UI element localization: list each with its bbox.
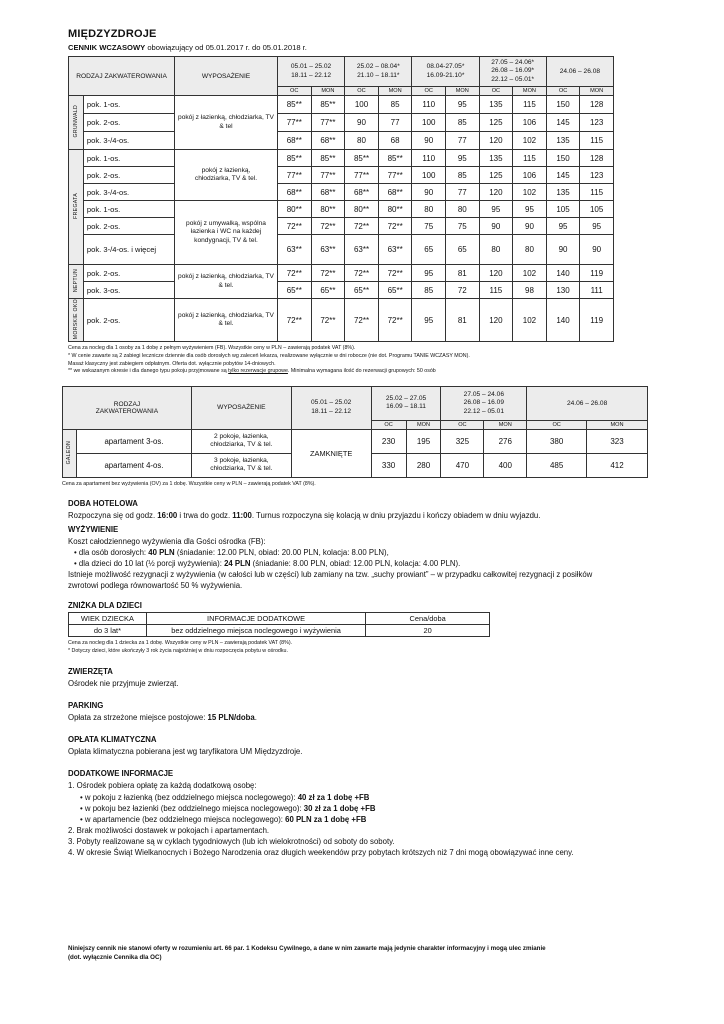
price-cell: 98 xyxy=(513,282,547,299)
price-cell: 77** xyxy=(345,167,379,184)
price-table-notes xyxy=(68,345,658,376)
price-cell: 150 xyxy=(546,150,580,167)
price-cell: 323 xyxy=(587,429,648,453)
price-cell: 68** xyxy=(277,132,311,150)
header-price-per-day: Cena/doba xyxy=(366,612,490,624)
price-cell: 77** xyxy=(311,114,345,132)
oc-header: OC xyxy=(546,87,580,96)
price-cell: 72** xyxy=(277,265,311,282)
table-row xyxy=(69,150,614,167)
header-additional-info: INFORMACJE DODATKOWE xyxy=(146,612,365,624)
price-cell: 123 xyxy=(580,114,614,132)
price-cell: 115 xyxy=(513,150,547,167)
table-row xyxy=(69,218,614,235)
price-cell: 68** xyxy=(277,184,311,201)
period-header: 08.04-27.05* 16.09-21.10* xyxy=(412,57,479,87)
child-discount-table xyxy=(68,612,490,637)
price-cell: 325 xyxy=(441,429,484,453)
apartment-table-note: Cena za apartament bez wyżywienia (OV) za 1 dobę. Wszystkie ceny w PLN – zawierają podatek VAT (8%). xyxy=(62,480,316,487)
price-cell: 77 xyxy=(378,114,412,132)
price-cell: 230 xyxy=(371,429,406,453)
price-cell: 85** xyxy=(311,150,345,167)
room-type: pok. 1-os. xyxy=(83,150,174,167)
price-cell: 80** xyxy=(277,201,311,218)
price-cell: 80 xyxy=(345,132,379,150)
price-cell: 102 xyxy=(513,132,547,150)
equipment-cell: 2 pokoje, łazienka, chłodziarka, TV & tel. xyxy=(191,429,291,453)
price-cell: 145 xyxy=(546,167,580,184)
apartment-row xyxy=(63,429,648,453)
price-cell: 120 xyxy=(479,132,513,150)
period-header: 05.01 – 25.02 18.11 – 22.12 xyxy=(277,57,344,87)
room-type: pok. 3-/4-os. i więcej xyxy=(83,235,174,265)
price-cell: 115 xyxy=(580,132,614,150)
subtitle-rest: obowiązujący od 05.01.2017 r. do 05.01.2018 r. xyxy=(145,43,307,52)
price-cell: 65 xyxy=(446,235,480,265)
period-header: 24.06 – 26.08 xyxy=(546,57,613,87)
room-type: pok. 3-/4-os. xyxy=(83,132,174,150)
section-heading: PARKING xyxy=(68,701,104,711)
period-header: 05.01 – 25.02 18.11 – 22.12 xyxy=(291,386,371,429)
price-cell: 63** xyxy=(378,235,412,265)
price-cell: 68** xyxy=(378,184,412,201)
price-cell: 115 xyxy=(580,184,614,201)
price-cell: 75 xyxy=(412,218,446,235)
section-heading: WYŻYWIENIE xyxy=(68,524,119,534)
price-cell: 65 xyxy=(412,235,446,265)
price-cell: 90 xyxy=(513,218,547,235)
price-cell: 90 xyxy=(580,235,614,265)
header-equipment: WYPOSAŻENIE xyxy=(175,57,278,96)
price-cell: 65** xyxy=(311,282,345,299)
equipment-cell: pokój z łazienką, chłodziarka, TV & tel xyxy=(175,96,278,150)
table-row xyxy=(69,167,614,184)
price-cell: 115 xyxy=(479,282,513,299)
price-cell: 380 xyxy=(527,429,587,453)
price-cell: 128 xyxy=(580,96,614,114)
price-cell: 140 xyxy=(546,265,580,282)
price-cell: 85** xyxy=(378,150,412,167)
room-type: pok. 2-os. xyxy=(83,299,174,342)
price-cell: 90 xyxy=(345,114,379,132)
mon-header: MON xyxy=(406,420,441,429)
price-cell: 195 xyxy=(406,429,441,453)
price-cell: 72** xyxy=(378,265,412,282)
price-cell: 65** xyxy=(277,282,311,299)
price-cell: 72** xyxy=(345,265,379,282)
section-heading: DODATKOWE INFORMACJE xyxy=(68,769,174,779)
price-cell: 77** xyxy=(277,114,311,132)
price-cell: 276 xyxy=(484,429,527,453)
price-cell: 111 xyxy=(580,282,614,299)
room-type: pok. 1-os. xyxy=(83,201,174,218)
page-subtitle xyxy=(68,43,658,52)
climate-fee-info: Opłata klimatyczna pobierana jest wg taryfikatora UM Międzyzdroje. xyxy=(68,747,303,757)
price-cell: 68** xyxy=(311,184,345,201)
table-row xyxy=(69,235,614,265)
subtitle-bold: CENNIK WCZASOWY xyxy=(68,43,146,52)
mon-header: MON xyxy=(311,87,345,96)
price-cell: 95 xyxy=(479,201,513,218)
price-cell: 77** xyxy=(277,167,311,184)
price-cell: 77 xyxy=(446,184,480,201)
price-cell: 85** xyxy=(277,96,311,114)
price-cell: 106 xyxy=(513,167,547,184)
animals-info: Ośrodek nie przyjmuje zwierząt. xyxy=(68,679,179,689)
child-info-cell: bez oddzielnego miejsca noclegowego i wyżywienia xyxy=(146,624,365,636)
table-row xyxy=(69,299,614,342)
price-cell: 90 xyxy=(412,184,446,201)
note-line: Cena za nocleg dla 1 osoby za 1 dobę z pełnym wyżywieniem (FB). Wszystkie ceny w PLN – zawierają podatek VAT (8%). xyxy=(68,345,356,352)
price-cell: 412 xyxy=(587,453,648,477)
price-cell: 125 xyxy=(479,114,513,132)
page-title: MIĘDZYZDROJE xyxy=(68,28,157,40)
oc-header: OC xyxy=(412,87,446,96)
period-header: 27.05 – 24.06* 26.08 – 16.09* 22.12 – 05.01* xyxy=(479,57,546,87)
additional-info: 1. Ośrodek pobiera opłatę za każdą dodatkową osobę: • w pokoju z łazienką (bez oddzielnego miejsca noclegowego): 40 zł za 1 dobę +FB • w pokoju bez łazienki (bez oddzielnego miejsca noclegowego): 30 zł za 1 dobę +FB • w apartamencie (bez oddzielnego miejsca noclegowego): 60 PLN za 1 dobę +FB 2. Brak możliwości dostawek w pokojach i apartamentach. 3. Pobyty realizowane są w cyklach tygodniowych (lub ich wielokrotności) od soboty do soboty. 4. W okresie Świąt Wielkanocnych i Bożego Narodzenia oraz długich weekendów przy pobytach krótszych niż 7 dni mogą obowiązywać inne ceny. xyxy=(68,781,574,857)
price-cell: 135 xyxy=(546,132,580,150)
price-cell: 102 xyxy=(513,184,547,201)
price-cell: 80 xyxy=(513,235,547,265)
price-cell: 63** xyxy=(345,235,379,265)
mon-header: MON xyxy=(446,87,480,96)
group-label-galeon: GALEON xyxy=(63,429,77,477)
table-row xyxy=(69,132,614,150)
table-row xyxy=(69,114,614,132)
price-cell: 120 xyxy=(479,299,513,342)
price-cell: 72** xyxy=(311,299,345,342)
price-cell: 100 xyxy=(412,167,446,184)
oc-header: OC xyxy=(527,420,587,429)
price-cell: 63** xyxy=(277,235,311,265)
price-cell: 119 xyxy=(580,299,614,342)
price-cell: 110 xyxy=(412,150,446,167)
price-cell: 120 xyxy=(479,184,513,201)
price-cell: 95 xyxy=(546,218,580,235)
price-cell: 72** xyxy=(277,218,311,235)
room-type: pok. 2-os. xyxy=(83,167,174,184)
price-cell: 72** xyxy=(378,218,412,235)
price-cell: 72** xyxy=(345,218,379,235)
price-cell: 72** xyxy=(277,299,311,342)
price-cell: 85** xyxy=(345,150,379,167)
oc-header: OC xyxy=(371,420,406,429)
mon-header: MON xyxy=(513,87,547,96)
price-cell: 106 xyxy=(513,114,547,132)
price-cell: 400 xyxy=(484,453,527,477)
header-child-age: WIEK DZIECKA xyxy=(69,612,147,624)
oc-header: OC xyxy=(479,87,513,96)
price-cell: 72** xyxy=(311,265,345,282)
group-label-neptun: NEPTUN xyxy=(69,265,84,299)
footer-disclaimer: Niniejszy cennik nie stanowi oferty w rozumieniu art. 66 par. 1 Kodeksu Cywilnego, a dane w nim zawarte mają jedynie charakter informacyjny i mogą ulec zmianie (dot. wyłącznie Cennika dla OC) xyxy=(68,945,546,962)
price-cell: 80 xyxy=(446,201,480,218)
period-header: 25.02 – 08.04* 21.10 – 18.11* xyxy=(345,57,412,87)
table-row xyxy=(69,282,614,299)
price-cell: 68 xyxy=(378,132,412,150)
room-type: pok. 2-os. xyxy=(83,265,174,282)
price-cell: 100 xyxy=(345,96,379,114)
price-cell: 90 xyxy=(412,132,446,150)
section-heading: ZWIERZĘTA xyxy=(68,667,113,677)
header-equipment: WYPOSAŻENIE xyxy=(191,386,291,429)
price-cell: 63** xyxy=(311,235,345,265)
price-cell: 128 xyxy=(580,150,614,167)
price-cell: 105 xyxy=(580,201,614,218)
equipment-cell: pokój z łazienką, chłodziarka, TV & tel. xyxy=(175,265,278,299)
table-row xyxy=(69,184,614,201)
period-header: 25.02 – 27.05 16.09 – 18.11 xyxy=(371,386,441,420)
price-cell: 95 xyxy=(412,299,446,342)
price-cell: 80 xyxy=(479,235,513,265)
price-cell: 145 xyxy=(546,114,580,132)
child-price-cell: 20 xyxy=(366,624,490,636)
price-cell: 65** xyxy=(378,282,412,299)
price-cell: 120 xyxy=(479,265,513,282)
room-type: pok. 2-os. xyxy=(83,114,174,132)
price-cell: 72 xyxy=(446,282,480,299)
price-cell: 95 xyxy=(580,218,614,235)
price-cell: 135 xyxy=(479,150,513,167)
price-cell: 85** xyxy=(277,150,311,167)
note-line: * W cenie zawarte są 2 zabiegi lecznicze dziennie dla osób dorosłych wg zaleceń lekarza, realizowane wyłącznie w dni robocze (nie dot. Programu TANIE WCZASY MON). xyxy=(68,352,470,359)
price-cell: 75 xyxy=(446,218,480,235)
table-row xyxy=(69,265,614,282)
price-cell: 81 xyxy=(446,299,480,342)
section-heading: OPŁATA KLIMATYCZNA xyxy=(68,735,157,745)
price-cell: 123 xyxy=(580,167,614,184)
note-line: ** we wskazanym okresie i dla danego typu pokoju przyjmowane są tylko rezerwacje grupowe. Minimalna wymagana ilość do rezerwacji grupowych: 50 osób xyxy=(68,368,436,375)
apartment-price-table xyxy=(62,386,648,478)
closed-label: ZAMKNIĘTE xyxy=(291,429,371,477)
group-label-fregata: FREGATA xyxy=(69,150,84,265)
group-label-grunwald: GRUNWALD xyxy=(69,96,84,150)
price-cell: 140 xyxy=(546,299,580,342)
price-cell: 85 xyxy=(378,96,412,114)
price-cell: 280 xyxy=(406,453,441,477)
group-label-morskie-oko: MORSKIE OKO xyxy=(69,299,84,342)
meals-info: Koszt całodziennego wyżywienia dla Gości ośrodka (FB): • dla osób dorosłych: 40 PLN (śniadanie: 12.00 PLN, obiad: 20.00 PLN, kolacja: 8.00 PLN), • dla dzieci do 10 lat (½ porcji wyżywienia): 24 PLN (śniadanie: 8.00 PLN, obiad: 12.00 PLN, kolacja: 4.00 PLN). Istnieje możliwość rezygnacji z wyżywienia (w całości lub w części) lub zamiany na tzw. „suchy prowiant” – w przypadku całkowitej rezygnacji z posiłków zwrotowi podlega równowartość 50 % wyżywienia. xyxy=(68,536,593,590)
price-cell: 85 xyxy=(412,282,446,299)
table-row xyxy=(69,201,614,218)
price-cell: 72** xyxy=(378,299,412,342)
period-header: 24.06 – 26.08 xyxy=(527,386,648,420)
equipment-cell: 3 pokoje, łazienka, chłodziarka, TV & tel. xyxy=(191,453,291,477)
child-age-cell: do 3 lat* xyxy=(69,624,147,636)
checkin-info: Rozpoczyna się od godz. 16:00 i trwa do godz. 11:00. Turnus rozpoczyna się kolacją w dniu przyjazdu i kończy obiadem w dniu wyjazdu. xyxy=(68,510,541,520)
price-cell: 80 xyxy=(412,201,446,218)
price-cell: 81 xyxy=(446,265,480,282)
room-type: pok. 1-os. xyxy=(83,96,174,114)
price-cell: 72** xyxy=(311,218,345,235)
period-header: 27.05 – 24.06 26.08 – 16.09 22.12 – 05.01 xyxy=(441,386,527,420)
price-cell: 95 xyxy=(513,201,547,218)
price-cell: 80** xyxy=(345,201,379,218)
apartment-type: apartament 3-os. xyxy=(76,429,191,453)
price-cell: 485 xyxy=(527,453,587,477)
price-cell: 80** xyxy=(378,201,412,218)
table-row xyxy=(69,96,614,114)
price-cell: 72** xyxy=(345,299,379,342)
price-cell: 135 xyxy=(546,184,580,201)
price-cell: 105 xyxy=(546,201,580,218)
price-list-page xyxy=(62,28,658,858)
child-discount-notes: Cena za nocleg dla 1 dziecka za 1 dobę. Wszystkie ceny w PLN – zawierają podatek VAT (8%). * Dotyczy dzieci, które ukończyły 3 rok życia najpóźniej w dniu rozpoczęcia pobytu w ośrodku. xyxy=(68,639,293,654)
price-cell: 68** xyxy=(311,132,345,150)
header-accommodation-type: RODZAJ ZAKWATEROWANIA xyxy=(63,386,192,429)
parking-info: Opłata za strzeżone miejsce postojowe: 15 PLN/doba. xyxy=(68,713,257,723)
price-cell: 77** xyxy=(378,167,412,184)
price-cell: 85 xyxy=(446,167,480,184)
oc-header: OC xyxy=(277,87,311,96)
oc-header: OC xyxy=(345,87,379,96)
price-cell: 470 xyxy=(441,453,484,477)
price-cell: 95 xyxy=(446,96,480,114)
price-cell: 100 xyxy=(412,114,446,132)
room-price-table xyxy=(68,56,614,342)
apartment-type: apartament 4-os. xyxy=(76,453,191,477)
price-cell: 77 xyxy=(446,132,480,150)
room-type: pok. 3-os. xyxy=(83,282,174,299)
price-cell: 95 xyxy=(446,150,480,167)
price-cell: 115 xyxy=(513,96,547,114)
mon-header: MON xyxy=(484,420,527,429)
equipment-cell: pokój z łazienką, chłodziarka, TV & tel. xyxy=(175,150,278,201)
oc-header: OC xyxy=(441,420,484,429)
price-cell: 150 xyxy=(546,96,580,114)
price-cell: 130 xyxy=(546,282,580,299)
room-type: pok. 3-/4-os. xyxy=(83,184,174,201)
price-cell: 110 xyxy=(412,96,446,114)
price-cell: 330 xyxy=(371,453,406,477)
price-cell: 77** xyxy=(311,167,345,184)
room-type: pok. 2-os. xyxy=(83,218,174,235)
price-cell: 90 xyxy=(546,235,580,265)
equipment-cell: pokój z umywalką, wspólna łazienka i WC na każdej kondygnacji, TV & tel. xyxy=(175,201,278,265)
price-cell: 80** xyxy=(311,201,345,218)
header-accommodation-type: RODZAJ ZAKWATEROWANIA xyxy=(69,57,175,96)
price-cell: 102 xyxy=(513,299,547,342)
mon-header: MON xyxy=(580,87,614,96)
price-cell: 85 xyxy=(446,114,480,132)
price-cell: 95 xyxy=(412,265,446,282)
note-line: Masaż klasyczny jest zabiegiem odpłatnym. Oferta dot. wyłącznie pobytów 14-dniowych. xyxy=(68,360,276,367)
price-cell: 65** xyxy=(345,282,379,299)
section-heading: DOBA HOTELOWA xyxy=(68,498,138,508)
equipment-cell: pokój z łazienką, chłodziarka, TV & tel. xyxy=(175,299,278,342)
mon-header: MON xyxy=(378,87,412,96)
price-cell: 135 xyxy=(479,96,513,114)
price-cell: 125 xyxy=(479,167,513,184)
price-cell: 102 xyxy=(513,265,547,282)
price-cell: 119 xyxy=(580,265,614,282)
price-cell: 85** xyxy=(311,96,345,114)
section-heading: ZNIŻKA DLA DZIECI xyxy=(68,600,142,610)
price-cell: 68** xyxy=(345,184,379,201)
mon-header: MON xyxy=(587,420,648,429)
price-cell: 90 xyxy=(479,218,513,235)
